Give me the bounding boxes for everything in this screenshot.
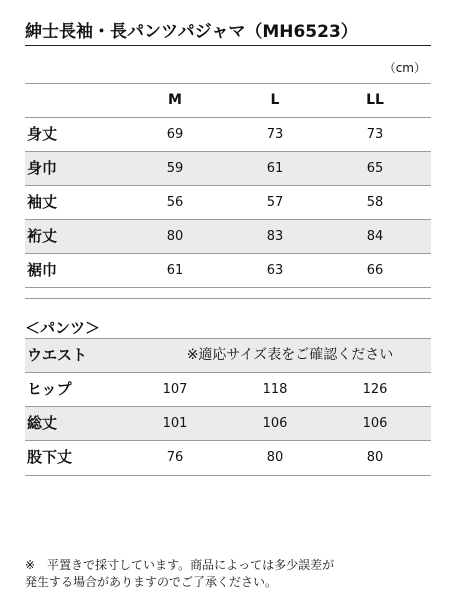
table-cell: 65 xyxy=(366,161,384,176)
table-cell: 66 xyxy=(366,263,384,278)
table-cell: 83 xyxy=(266,229,284,244)
size-header-row xyxy=(25,84,431,117)
table-cell: 80 xyxy=(266,450,284,465)
table-rule xyxy=(25,475,431,476)
size-header-ll: LL xyxy=(366,92,384,108)
row-label: 袖丈 xyxy=(27,193,58,211)
table-cell: 118 xyxy=(262,382,288,397)
table-cell: 106 xyxy=(262,416,288,431)
row-label: 裾巾 xyxy=(27,261,58,279)
row-label: 総丈 xyxy=(27,414,58,432)
page-title: 紳士長袖・長パンツパジャマ（MH6523） xyxy=(25,22,358,42)
waist-row xyxy=(25,339,431,372)
table-row xyxy=(25,152,431,185)
table-rule xyxy=(25,298,431,299)
table-cell: 101 xyxy=(162,416,188,431)
table-cell: 107 xyxy=(162,382,188,397)
table-row xyxy=(25,118,431,151)
measurement-footnote xyxy=(25,557,435,591)
footnote-line: 発生する場合がありますのでご了承ください。 xyxy=(25,575,278,589)
waist-note: ※適応サイズ表をご確認ください xyxy=(186,347,394,363)
table-cell: 61 xyxy=(266,161,284,176)
table-cell: 58 xyxy=(366,195,384,210)
table-row xyxy=(25,407,431,440)
title-underline xyxy=(25,45,431,46)
table-row xyxy=(25,186,431,219)
row-label: 裄丈 xyxy=(27,227,58,245)
table-cell: 63 xyxy=(266,263,284,278)
table-cell: 73 xyxy=(366,127,384,142)
table-cell: 57 xyxy=(266,195,284,210)
table-cell: 59 xyxy=(166,161,184,176)
row-label: 身巾 xyxy=(27,159,58,177)
table-row xyxy=(25,254,431,287)
table-rule xyxy=(25,287,431,288)
table-cell: 73 xyxy=(266,127,284,142)
row-label: 股下丈 xyxy=(27,448,73,466)
footnote-line: ※ 平置きで採寸しています。商品によっては多少誤差が xyxy=(25,558,335,572)
row-label: 身丈 xyxy=(27,125,58,143)
pants-section-heading: ＜パンツ＞ xyxy=(25,319,101,337)
table-row xyxy=(25,373,431,406)
table-cell: 126 xyxy=(362,382,388,397)
table-cell: 56 xyxy=(166,195,184,210)
size-header-l: L xyxy=(270,92,280,108)
table-row xyxy=(25,220,431,253)
table-cell: 106 xyxy=(362,416,388,431)
row-label: ウエスト xyxy=(27,346,88,364)
table-cell: 76 xyxy=(166,450,184,465)
table-cell: 80 xyxy=(166,229,184,244)
table-row xyxy=(25,441,431,474)
table-cell: 61 xyxy=(166,263,184,278)
table-cell: 84 xyxy=(366,229,384,244)
unit-label: （cm） xyxy=(383,61,426,75)
table-cell: 69 xyxy=(166,127,184,142)
table-cell: 80 xyxy=(366,450,384,465)
size-header-m: M xyxy=(168,92,182,108)
row-label: ヒップ xyxy=(27,380,72,398)
